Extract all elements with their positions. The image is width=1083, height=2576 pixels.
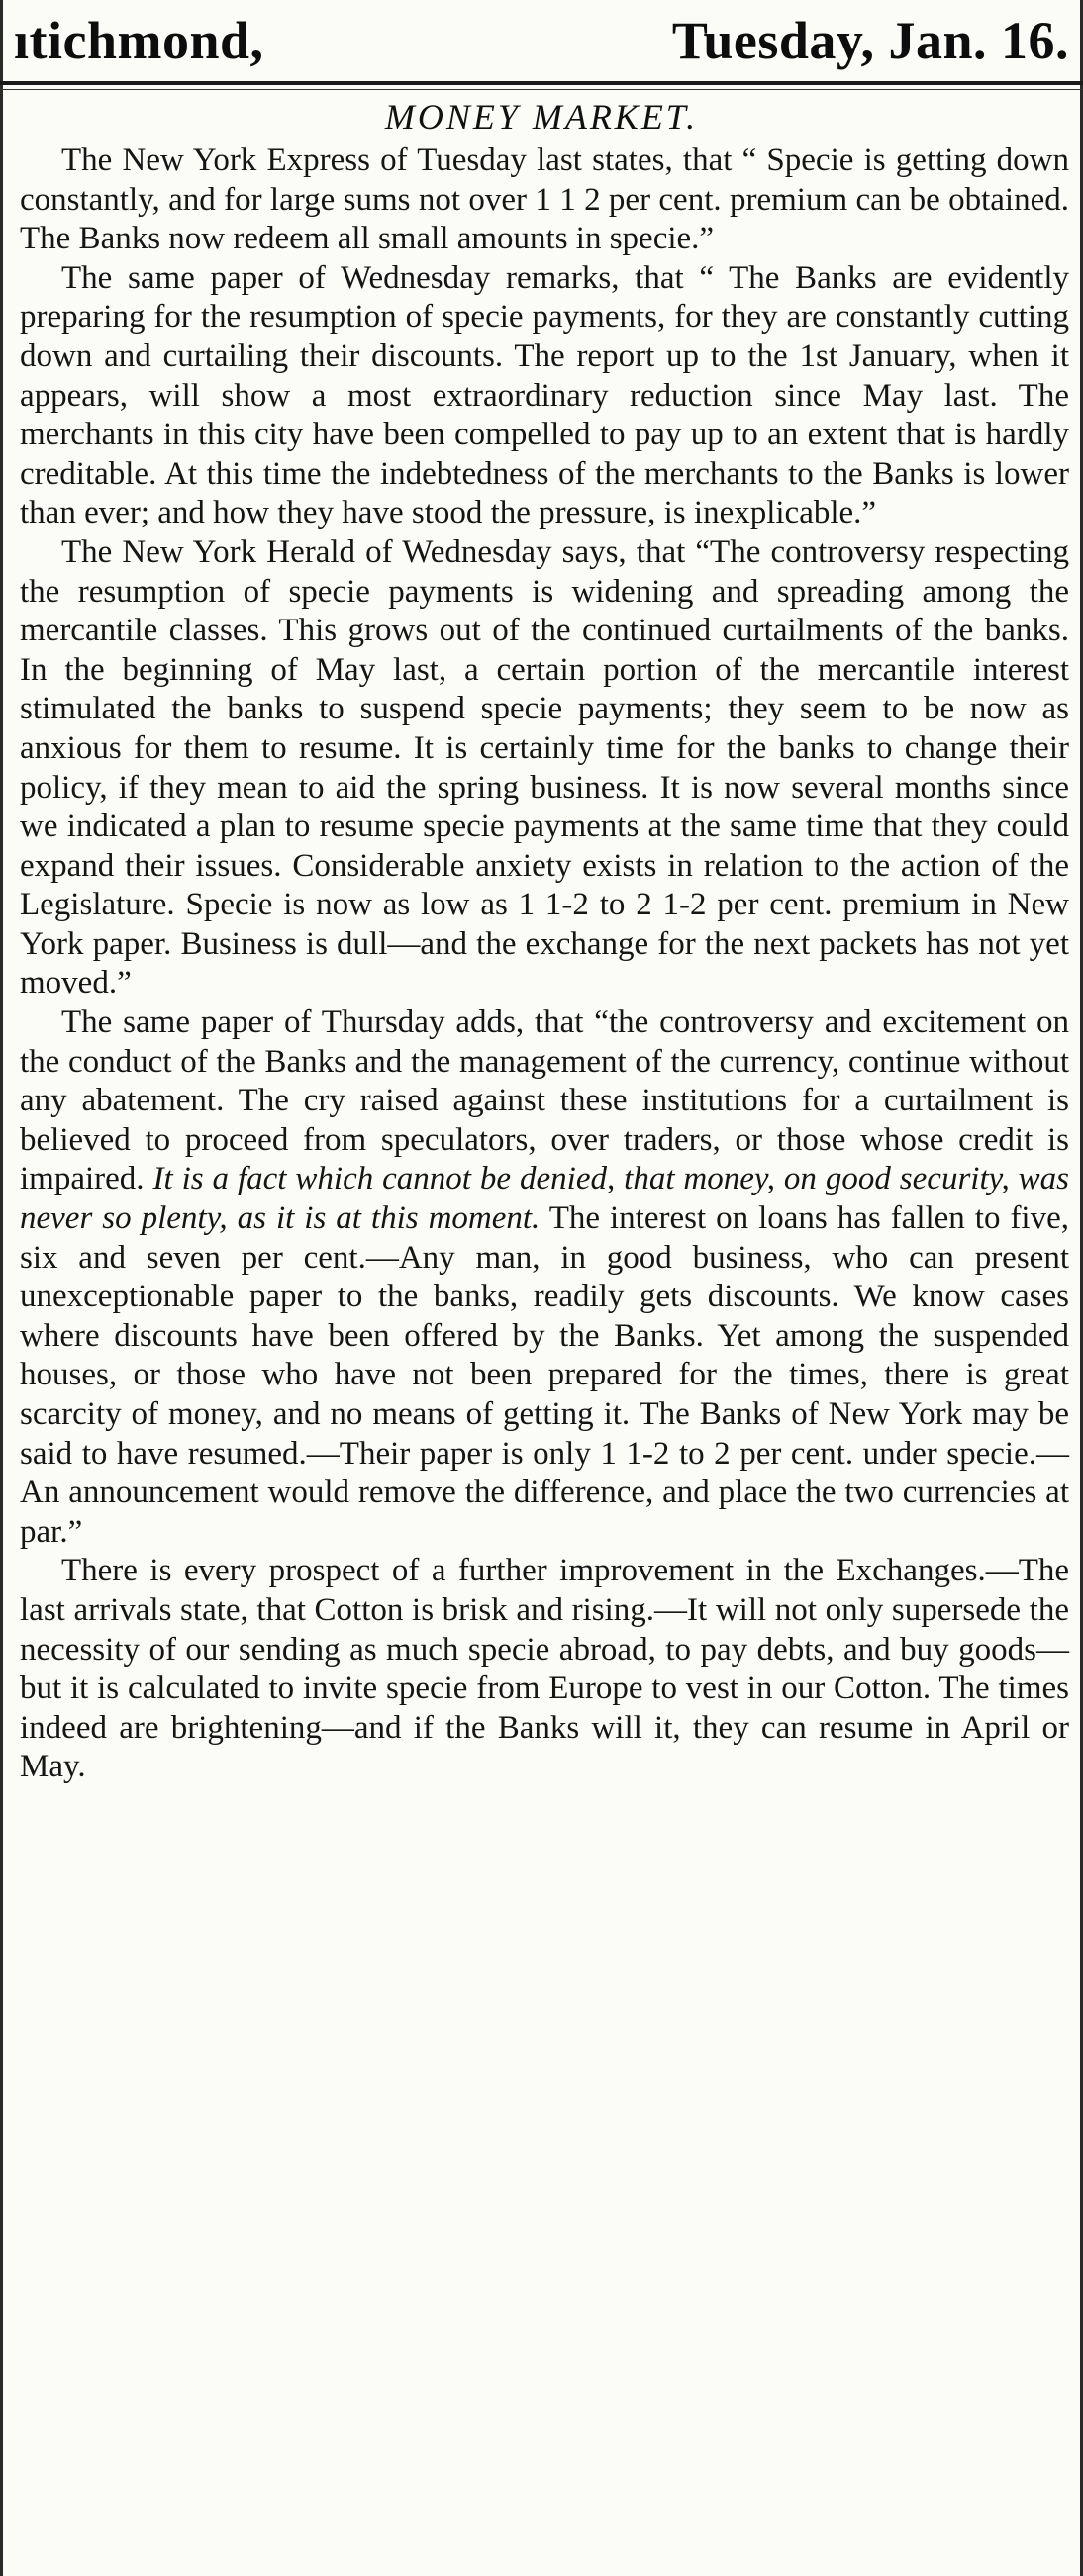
thursday-rest: The interest on loans has fallen to five, six and seven per cent.—Any man, in good business, who can present unexceptionable paper to the banks, readily gets discounts. We know cases where discounts have been offered by the Banks. Yet among the suspended houses, or those who have not been prepared for the times, there is great scarcity of money, and no means of getting it. The Banks of New York may be said to have resumed.—Their paper is only 1 1-2 to 2 per cent. under specie.—An announcement would remove the difference, and place the two currencies at par.” [20,1200,1069,1550]
left-edge-border [0,0,3,2576]
masthead-city: ıtichmond, [14,11,264,70]
thursday-italic-quote: It is a fact which cannot be denied, that money, on good security, was never so plenty, as it is at this moment. [20,1161,1069,1237]
paragraph-exchanges: There is every prospect of a further improvement in the Exchanges.—The last arrivals state, that Cotton is brisk and rising.—It will not only supersede the necessity of our sending as much specie abroad, to pay debts, and buy goods—but it is calculated to invite specie from Europe to vest in our Cotton. The times indeed are brightening—and if the Banks will it, they can resume in April or May. [20,1553,1069,1785]
masthead [14,6,1069,75]
paragraph-express: The New York Express of Tuesday last states, that “ Specie is getting down constantly, and for large sums not over 1 1 2 per cent. premium can be obtained. The Banks now redeem all small amounts in specie.” [20,143,1069,257]
paragraph-thursday [20,1003,1069,1552]
article-title: MONEY MARKET. [384,97,699,137]
masthead-rule [0,81,1083,85]
paragraph-wednesday: The same paper of Wednesday remarks, that “ The Banks are evidently preparing for the resumption of specie payments, for they are constantly cutting down and curtailing their discounts. The report up to the 1st January, when it appears, will show a most extraordinary reduction since May last. The merchants in this city have been compelled to pay up to an extent that is hardly creditable. At this time the indebtedness of the merchants to the Banks is lower than ever; and how they have stood the pressure, is inexplicable.” [20,259,1069,531]
masthead-date: Tuesday, Jan. 16. [671,11,1069,70]
thursday-intro: The same paper of Thursday adds, that “the controversy and excitement on the conduct of the Banks and the management of the currency, continue without any abatement. The cry raised against these institutions for a curtailment is believed to proceed from speculators, over traders, or those whose credit is impaired. [20,1004,1069,1197]
article-body [20,142,1069,1787]
paragraph-herald: The New York Herald of Wednesday says, that “The controversy respecting the resumption of specie payments is widening and spreading among the mercantile classes. This grows out of the continued curtailments of the banks. In the beginning of May last, a certain portion of the mercantile interest stimulated the banks to suspend specie payments; they seem to be now as anxious for them to resume. It is certainly time for the banks to change their policy, if they mean to aid the spring business. It is now several months since we indicated a plan to resume specie payments at the same time that they could expand their issues. Considerable anxiety exists in relation to the action of the Legislature. Specie is now as low as 1 1-2 to 2 1-2 per cent. premium in New York paper. Business is dull—and the exchange for the next packets has not yet moved.” [20,533,1069,1002]
masthead-rule-thin [0,89,1083,90]
